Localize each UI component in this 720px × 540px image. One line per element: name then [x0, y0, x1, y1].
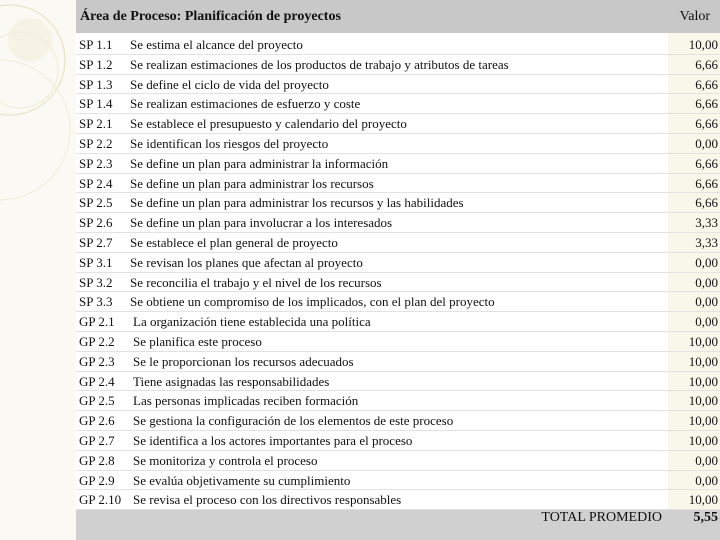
table-row [76, 312, 720, 332]
practice-description: Se gestiona la configuración de los elementos de este proceso [133, 413, 454, 429]
table-row [76, 134, 720, 154]
practice-value: 10,00 [688, 373, 718, 389]
practice-code: GP 2.10 [79, 492, 122, 508]
practice-description: Se establece el presupuesto y calendario del proyecto [130, 116, 407, 132]
practice-value: 0,00 [695, 452, 718, 468]
practice-value: 6,66 [695, 175, 718, 191]
practice-description: Se estima el alcance del proyecto [130, 37, 303, 52]
practice-description: Se establece el plan general de proyecto [130, 234, 338, 250]
table-row [76, 391, 720, 411]
practice-code: GP 2.8 [79, 452, 115, 468]
practice-value: 6,66 [695, 155, 718, 171]
practice-code: SP 2.5 [79, 195, 113, 211]
practice-value: 10,00 [688, 353, 718, 369]
practice-description: Se planifica este proceso [133, 333, 262, 349]
practice-value: 0,00 [695, 135, 718, 151]
process-table [76, 0, 720, 540]
practice-code: SP 2.7 [79, 234, 113, 250]
practice-code: SP 1.1 [79, 37, 113, 52]
table-row [76, 273, 720, 293]
practice-value: 6,66 [695, 195, 718, 211]
practice-description: Se define un plan para involucrar a los interesados [130, 215, 393, 231]
practice-description: Se le proporcionan los recursos adecuados [133, 353, 354, 369]
practice-code: SP 3.1 [79, 254, 113, 270]
practice-code: SP 1.4 [79, 96, 113, 112]
table-row [76, 451, 720, 471]
table-row [76, 431, 720, 451]
practice-value: 6,66 [695, 96, 718, 112]
practice-value: 10,00 [688, 432, 718, 448]
practice-description: Se obtiene un compromiso de los implicados, con el plan del proyecto [130, 294, 495, 310]
practice-description: La organización tiene establecida una política [133, 314, 371, 330]
practice-code: SP 1.2 [79, 56, 113, 72]
practice-code: SP 3.3 [79, 294, 113, 310]
practice-description: Se define un plan para administrar los recursos y las habilidades [130, 195, 464, 211]
table-row [76, 490, 720, 510]
practice-code: SP 2.2 [79, 135, 113, 151]
practice-description: Se identifican los riesgos del proyecto [130, 135, 329, 151]
practice-description: Se define un plan para administrar los recursos [130, 175, 374, 191]
practice-code: GP 2.1 [79, 314, 115, 330]
practice-code: SP 3.2 [79, 274, 113, 290]
practice-value: 10,00 [688, 393, 718, 409]
practice-code: GP 2.3 [79, 353, 115, 369]
practice-description: Se realizan estimaciones de esfuerzo y coste [130, 96, 361, 112]
practice-value: 0,00 [695, 314, 718, 330]
practice-code: GP 2.2 [79, 333, 115, 349]
practice-value: 0,00 [695, 472, 718, 488]
practice-description: Se evalúa objetivamente su cumplimiento [133, 472, 351, 488]
practice-value: 6,66 [695, 56, 718, 72]
decorative-circles [0, 0, 80, 540]
table-rows [76, 35, 720, 510]
practice-description: Las personas implicadas reciben formación [133, 393, 359, 409]
value-column-header: Valor [679, 9, 710, 24]
table-row [76, 372, 720, 392]
table-row [76, 154, 720, 174]
practice-code: SP 2.3 [79, 155, 113, 171]
table-row [76, 94, 720, 114]
total-value: 5,55 [693, 510, 718, 525]
table-row [76, 233, 720, 253]
table-row [76, 352, 720, 372]
table-row [76, 35, 720, 55]
table-row [76, 75, 720, 95]
practice-value: 0,00 [695, 254, 718, 270]
table-row [76, 174, 720, 194]
total-row [76, 510, 720, 540]
practice-value: 3,33 [695, 215, 718, 231]
practice-value: 3,33 [695, 234, 718, 250]
practice-code: GP 2.4 [79, 373, 115, 389]
table-row [76, 411, 720, 431]
practice-description: Se monitoriza y controla el proceso [133, 452, 318, 468]
table-row [76, 253, 720, 273]
total-label: TOTAL PROMEDIO [541, 510, 662, 525]
table-row [76, 193, 720, 213]
practice-value: 10,00 [688, 492, 718, 508]
practice-description: Se realizan estimaciones de los productos de trabajo y atributos de tareas [130, 56, 509, 72]
practice-description: Se identifica a los actores importantes para el proceso [133, 432, 413, 448]
table-row [76, 471, 720, 491]
table-row [76, 213, 720, 233]
practice-value: 10,00 [688, 333, 718, 349]
table-header [76, 0, 720, 33]
practice-value: 10,00 [688, 413, 718, 429]
table-row [76, 332, 720, 352]
practice-description: Se define el ciclo de vida del proyecto [130, 76, 329, 92]
practice-value: 0,00 [695, 294, 718, 310]
practice-value: 10,00 [688, 37, 718, 52]
practice-code: SP 2.6 [79, 215, 113, 231]
practice-description: Se revisa el proceso con los directivos responsables [133, 492, 402, 508]
practice-description: Tiene asignadas las responsabilidades [133, 373, 330, 389]
practice-code: GP 2.6 [79, 413, 115, 429]
practice-code: SP 2.4 [79, 175, 113, 191]
practice-value: 6,66 [695, 76, 718, 92]
practice-description: Se define un plan para administrar la información [130, 155, 389, 171]
practice-code: GP 2.7 [79, 432, 115, 448]
table-row [76, 55, 720, 75]
table-row [76, 114, 720, 134]
practice-code: GP 2.9 [79, 472, 115, 488]
practice-code: SP 2.1 [79, 116, 113, 132]
practice-code: SP 1.3 [79, 76, 113, 92]
table-row [76, 292, 720, 312]
table-title: Área de Proceso: Planificación de proyectos [80, 9, 341, 24]
practice-value: 0,00 [695, 274, 718, 290]
practice-description: Se reconcilia el trabajo y el nivel de los recursos [130, 274, 382, 290]
practice-value: 6,66 [695, 116, 718, 132]
practice-code: GP 2.5 [79, 393, 115, 409]
practice-description: Se revisan los planes que afectan al proyecto [130, 254, 363, 270]
